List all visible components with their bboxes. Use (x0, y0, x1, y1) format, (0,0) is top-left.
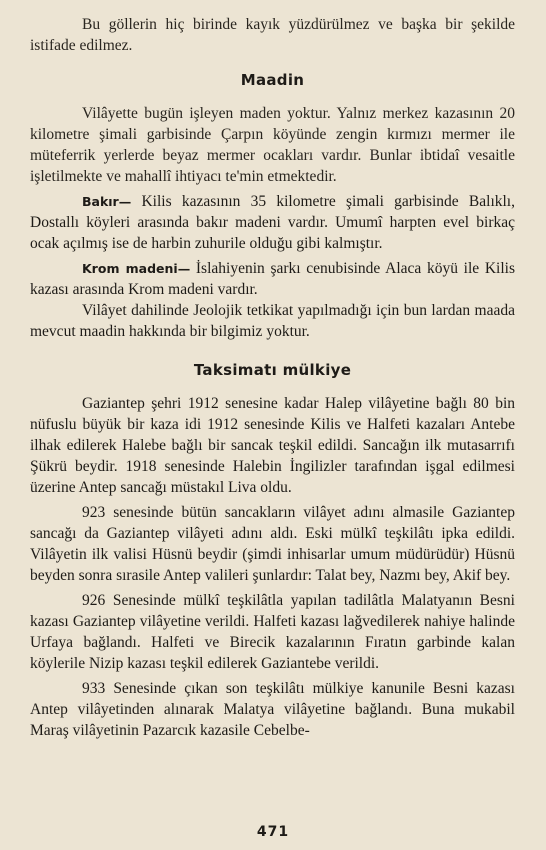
page-text (30, 14, 515, 741)
taksimat-paragraph-3: 926 Senesinde mülkî teşkilâtla yapılan tadilâtla Malatyanın Besni kazası Gaziantep vilâyetine verildi. Halfeti kazası lağvedilerek nahiye halinde Urfaya bağlandı. Halfeti ve Birecik kazalarının Fıratın garbinde kalan köylerile Nizip kazası teşkil edilerek Gaziantebe verildi. (30, 592, 515, 672)
bakir-text: Kilis kazasının 35 kilometre şimali garbisinde Balıklı, Dostallı köyleri arasında bakır madeni vardır. Umumî harpten evel birkaç ocak açılmış ise de harbin zuhurile olduğu gibi kalmıştır. (30, 193, 515, 252)
section-heading-taksimat: Taksimatı mülkiye (193, 361, 352, 379)
maadin-paragraph-1: Vilâyette bugün işleyen maden yoktur. Yalnız merkez kazasının 20 kilometre şimali garbisinde Çarpın köyünde zengin kırmızı mermer ile müteferrik yerlerde beyaz mermer ocakları vardır. Bunlar ibtidaî vesaitle işletilmekte ve mahallî ihtiyacı te'min etmektedir. (30, 105, 515, 185)
krom-label: Krom madeni— (82, 261, 191, 276)
krom-text: İslahiyenin şarkı cenubisinde Alaca köyü ile Kilis kazası arasında Krom madeni vardır. (30, 260, 515, 298)
maadin-paragraph-4: Vilâyet dahilinde Jeolojik tetkikat yapılmadığı için bun lardan maada mevcut maadin hakkında bir bilgimiz yoktur. (30, 302, 515, 340)
intro-paragraph: Bu göllerin hiç birinde kayık yüzdürülmez ve başka bir şekilde istifade edilmez. (30, 16, 515, 54)
section-heading-maadin: Maadin (240, 71, 305, 89)
page-number: 471 (256, 824, 290, 840)
bakir-label: Bakır— (82, 194, 132, 209)
taksimat-paragraph-1: Gaziantep şehri 1912 senesine kadar Halep vilâyetine bağlı 80 bin nüfuslu büyük bir kaza idi 1912 senesinde Kilis ve Halfeti kazaları Antebe ilhak edilerek Halebe bağlı bir sancak teşkil edildi. Sancağın ilk mutasarrıfı Şükrü beydir. 1918 senesinde Halebin İngilizler tarafından işgal edilmesi üzerine Antep sancağı müstakıl Liva oldu. (30, 395, 515, 496)
taksimat-paragraph-2: 923 senesinde bütün sancakların vilâyet adını almasile Gaziantep sancağı da Gaziantep vilâyeti adını aldı. Eski mülkî teşkilâtı ipka edildi. Vilâyetin ilk valisi Hüsnü beydir (şimdi inhisarlar umum müdürüdür) Hüsnü beyden sonra sırasile Antep valileri şunlardır: Talat bey, Nazmı bey, Akif bey. (30, 504, 515, 584)
krom-paragraph (30, 258, 515, 300)
taksimat-paragraph-4: 933 Senesinde çıkan son teşkilâtı mülkiye kanunile Besni kazası Antep vilâyetinden alınarak Malatya vilâyetine bağlandı. Buna mukabil Maraş vilâyetinin Pazarcık kazasile Cebelbe- (30, 680, 515, 739)
bakir-paragraph (30, 191, 515, 254)
